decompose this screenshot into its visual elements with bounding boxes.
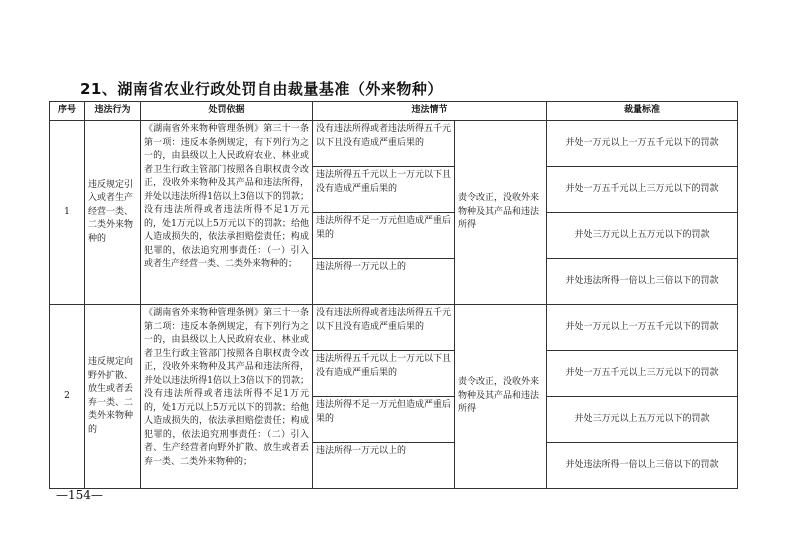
table-header-row (50, 102, 738, 121)
row-number: 1 (50, 121, 85, 305)
header-standard: 裁量标准 (547, 102, 738, 121)
discretion-standard: 并处一万五千元以上三万元以下的罚款 (547, 351, 738, 397)
table-row (50, 305, 738, 351)
violation-situation: 违法所得五千元以上一万元以下且没有造成严重后果的 (313, 351, 455, 397)
violation-act: 违反规定向野外扩散、放生或者丢弃一类、二类外来物种的 (85, 305, 141, 489)
violation-situation: 没有违法所得或者违法所得五千元以下且没有造成严重后果的 (313, 121, 455, 167)
row-number: 2 (50, 305, 85, 489)
discretion-standard: 并处一万元以上一万五千元以下的罚款 (547, 121, 738, 167)
header-basis: 处罚依据 (141, 102, 313, 121)
penalty-basis: 《湖南省外来物种管理条例》第三十一条第一项：违反本条例规定，有下列行为之一的，由县级以上人民政府农业、林业或者卫生行政主管部门按照各自职权责令改正，没收外来物种及其产品和违法所得，并处以违法所得1倍以上3倍以下的罚款；没有违法所得或者违法所得不足1万元的，处1万元以上5万元以下的罚款；给他人造成损失的，依法承担赔偿责任；构成犯罪的，依法追究刑事责任：（一）引入或者生产经营一类、二类外来物种的； (141, 121, 313, 305)
discretion-standard: 并处违法所得一倍以上三倍以下的罚款 (547, 443, 738, 489)
discretion-standard: 并处违法所得一倍以上三倍以下的罚款 (547, 259, 738, 305)
table-row (50, 121, 738, 167)
page-number: —154— (56, 488, 103, 502)
penalty-measure: 责令改正，没收外来物种及其产品和违法所得 (455, 305, 547, 489)
violation-situation: 违法所得不足一万元但造成严重后果的 (313, 213, 455, 259)
discretion-standard: 并处一万元以上一万五千元以下的罚款 (547, 305, 738, 351)
page-title: 21、湖南省农业行政处罚自由裁量基准（外来物种） (80, 80, 443, 98)
violation-situation: 违法所得不足一万元但造成严重后果的 (313, 397, 455, 443)
discretion-standard: 并处一万五千元以上三万元以下的罚款 (547, 167, 738, 213)
penalty-basis: 《湖南省外来物种管理条例》第三十一条第二项：违反本条例规定，有下列行为之一的，由县级以上人民政府农业、林业或者卫生行政主管部门按照各自职权责令改正，没收外来物种及其产品和违法所得，并处以违法所得1倍以上3倍以下的罚款；没有违法所得或者违法所得不足1万元的，处1万元以上5万元以下的罚款；给他人造成损失的，依法承担赔偿责任；构成犯罪的，依法追究刑事责任：（二）引入者、生产经营者向野外扩散、放生或者丢弃一类、二类外来物种的； (141, 305, 313, 489)
header-no: 序号 (50, 102, 85, 121)
violation-situation: 违法所得一万元以上的 (313, 443, 455, 489)
violation-situation: 违法所得五千元以上一万元以下且没有造成严重后果的 (313, 167, 455, 213)
discretion-standard: 并处三万元以上五万元以下的罚款 (547, 213, 738, 259)
discretion-standard: 并处三万元以上五万元以下的罚款 (547, 397, 738, 443)
violation-situation: 违法所得一万元以上的 (313, 259, 455, 305)
penalty-measure: 责令改正，没收外来物种及其产品和违法所得 (455, 121, 547, 305)
header-situation: 违法情节 (313, 102, 547, 121)
discretion-table (49, 101, 738, 489)
violation-act: 违反规定引入或者生产经营一类、二类外来物种的 (85, 121, 141, 305)
header-act: 违法行为 (85, 102, 141, 121)
violation-situation: 没有违法所得或者违法所得五千元以下且没有造成严重后果的 (313, 305, 455, 351)
